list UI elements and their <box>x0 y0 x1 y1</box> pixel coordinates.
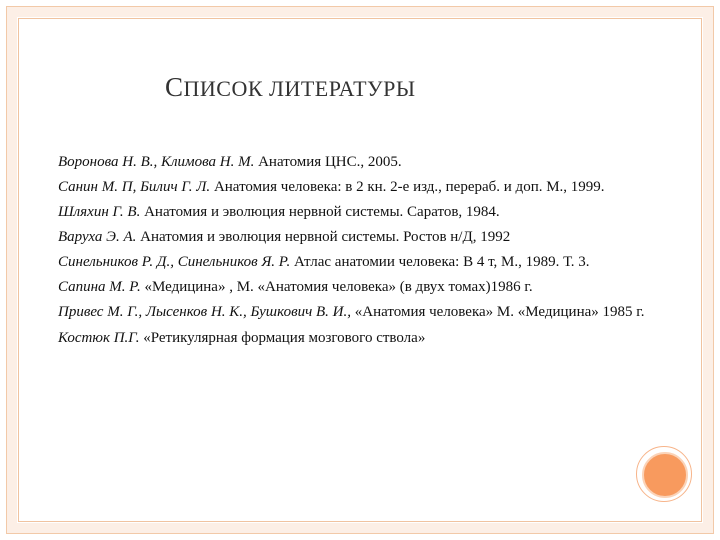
reference-text: «Медицина» , М. «Анатомия человека» (в двух томах)1986 г. <box>140 279 533 295</box>
reference-authors: Костюк П.Г. <box>58 330 140 346</box>
reference-text: «Ретикулярная формация мозгового ствола» <box>139 330 426 346</box>
reference-item <box>58 250 694 275</box>
reference-item <box>58 304 694 321</box>
title-initial: С <box>165 72 184 102</box>
reference-item <box>58 225 694 250</box>
reference-item <box>58 275 694 300</box>
reference-authors: Санин М. П, Билич Г. Л. <box>58 179 211 195</box>
page-title <box>165 72 416 103</box>
reference-authors: Воронова Н. В., Климова Н. М. <box>58 154 255 170</box>
reference-item <box>58 150 694 175</box>
reference-authors: Варуха Э. А. <box>58 229 137 245</box>
decorative-circle <box>642 452 688 498</box>
reference-item <box>58 326 694 351</box>
reference-authors: Синельников Р. Д., Синельников Я. Р. <box>58 254 291 270</box>
reference-text: Анатомия и эволюция нервной системы. Ростов н/Д, 1992 <box>136 229 511 245</box>
reference-authors: Сапина М. Р. <box>58 279 141 295</box>
reference-item <box>58 200 694 225</box>
reference-authors: Шляхин Г. В. <box>58 204 141 220</box>
reference-text: Анатомия ЦНС., 2005. <box>254 154 402 170</box>
reference-text: «Анатомия человека» М. «Медицина» 1985 г. <box>351 304 645 320</box>
reference-list <box>58 150 694 351</box>
reference-authors: Привес М. Г., Лысенков Н. К., Бушкович В. И., <box>58 304 351 320</box>
reference-item <box>58 175 694 200</box>
reference-text: Анатомия и эволюция нервной системы. Саратов, 1984. <box>140 204 500 220</box>
reference-text: Атлас анатомии человека: В 4 т, М., 1989. Т. 3. <box>290 254 590 270</box>
title-rest: ПИСОК ЛИТЕРАТУРЫ <box>183 76 416 101</box>
reference-text: Анатомия человека: в 2 кн. 2-е изд., перераб. и доп. М., 1999. <box>210 179 605 195</box>
